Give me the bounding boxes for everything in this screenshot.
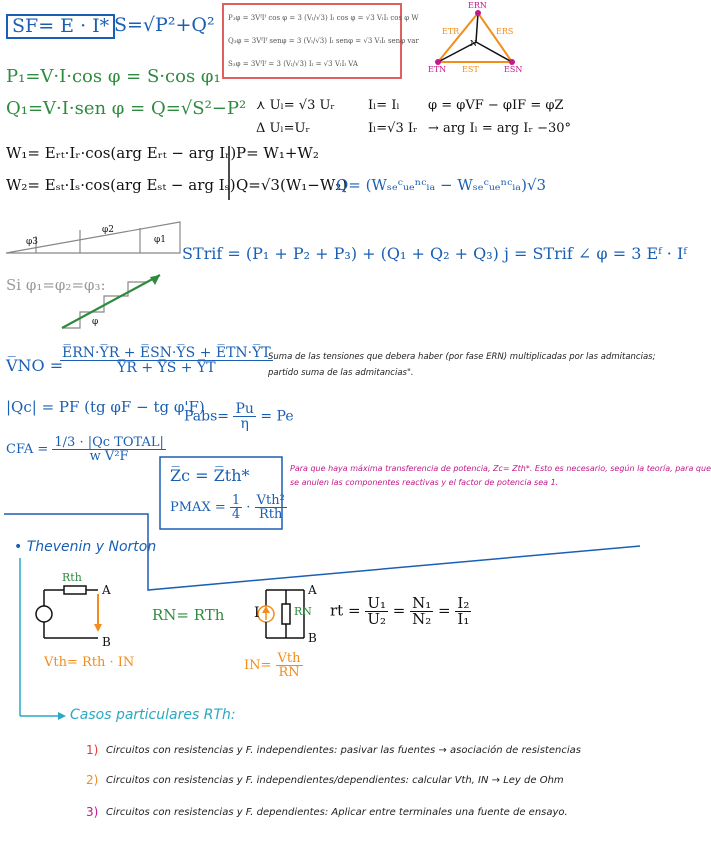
equal-angles-condition: Si φ₁=φ₂=φ₃: bbox=[6, 276, 106, 294]
phase-angle-relation: φ = φVF − φIF = φZ bbox=[428, 98, 564, 113]
thevenin-norton-title: • Thevenin y Norton bbox=[14, 539, 157, 555]
capacitor-reactive-formula: |Qc| = PF (tg φF − tg φ'F) bbox=[6, 398, 205, 416]
tri-label-etr-top: ERN bbox=[468, 1, 487, 10]
reactive-power-formula: Q₁=V·I·sen φ = Q=√S²−P² bbox=[6, 98, 247, 119]
wedge-phi1: φ1 bbox=[154, 235, 167, 245]
norton-current-den: RN bbox=[278, 665, 300, 680]
max-power-den1: 4 bbox=[231, 507, 241, 522]
neutral-shift-formula bbox=[60, 346, 273, 375]
complex-power-formula: S̅F= E̅ · I̅* bbox=[6, 14, 115, 39]
tri-label-ers: ERS bbox=[496, 27, 514, 36]
tri-label-esn: ESN bbox=[504, 65, 523, 74]
max-power-formula: PMAX = $\frac{1}{4}$ · $\frac{\text{Vth²}}{\text{Rth}}$ bbox=[170, 493, 285, 522]
matched-impedance: Z̅c = Z̅th* bbox=[170, 466, 250, 485]
ratio-turns-num: N₁ bbox=[412, 594, 432, 612]
norton-current-lhs: IN= bbox=[244, 658, 272, 673]
capacitor-formula bbox=[6, 436, 166, 463]
capacitor-lhs: CFA = bbox=[6, 442, 49, 457]
ratio-current-num: I₂ bbox=[457, 594, 470, 612]
case-3-number: 3) bbox=[86, 805, 99, 819]
ratio-current-den: I₁ bbox=[457, 610, 470, 628]
star-voltage-relation: ⋏ Uₗ= √3 Uᵣ bbox=[256, 98, 335, 113]
norton-node-a: A bbox=[308, 583, 317, 597]
ref-line-reactive: Q₃φ = 3VᶠIᶠ senφ = 3 (Vₗ/√3) Iₗ senφ = √3 VₗIₗ senφ var bbox=[228, 37, 419, 45]
ratio-voltage-den: U₂ bbox=[367, 610, 386, 628]
absorbed-power-lhs: Pabs= bbox=[184, 408, 230, 425]
capacitor-num: 1/3 · |Qc TOTAL| bbox=[54, 435, 164, 450]
ratio-voltage-num: U₁ bbox=[367, 594, 386, 612]
tri-label-n: N bbox=[470, 39, 477, 48]
tri-label-est: EST bbox=[462, 65, 479, 74]
thevenin-rth-label: Rth bbox=[62, 571, 82, 584]
case-2-number: 2) bbox=[86, 773, 99, 787]
absorbed-power-den: η bbox=[240, 416, 249, 432]
norton-resistance-equality: RN= RTh bbox=[152, 606, 225, 624]
max-power-num1: 1 bbox=[231, 493, 241, 508]
max-power-den2: Rth bbox=[258, 507, 283, 522]
norton-current-formula bbox=[244, 652, 303, 679]
special-cases-title: Casos particulares RTh: bbox=[70, 707, 236, 723]
neutral-shift-note-line2: partido suma de las admitancias". bbox=[268, 368, 414, 378]
casos-arrow bbox=[20, 558, 66, 720]
wattmeter-w1-formula: W₁= Eᵣₜ·Iᵣ·cos(arg Eᵣₜ − arg Iᵣ) bbox=[6, 144, 237, 162]
max-transfer-note-line2: se anulen las componentes reactivas y el factor de potencia sea 1. bbox=[290, 478, 559, 487]
norton-node-b: B bbox=[308, 631, 317, 645]
star-current-relation: Iₗ= Iₗ bbox=[368, 98, 400, 113]
wattmeter-w2-formula: W₂= Eₛₜ·Iₛ·cos(arg Eₛₜ − arg Iₛ) bbox=[6, 176, 236, 194]
transformer-ratio-formula: rt = $\frac{\text{U₁}}{\text{U₂}}$ = $\frac{\text{N₁}}{\text{N₂}}$ = $\frac{\text{I₂}}{\text{I₁}}$ bbox=[330, 594, 470, 628]
wedge-phi2: φ2 bbox=[102, 225, 115, 235]
max-power-lhs: PMAX = bbox=[170, 500, 226, 515]
absorbed-power-tail: = Pe bbox=[260, 408, 294, 425]
case-2-text: Circuitos con resistencias y F. independientes/dependientes: calcular Vth, IN → Ley de Ohm bbox=[106, 775, 564, 786]
absorbed-power-formula bbox=[184, 402, 294, 431]
thevenin-voltage-formula: Vth= Rth · IN bbox=[44, 655, 135, 670]
delta-angle-relation: → arg Iₗ = arg Iᵣ −30° bbox=[428, 121, 572, 136]
sum-angle-label: φ bbox=[92, 317, 99, 327]
active-power-formula: P₁=V·I·cos φ = S·cos φ₁ bbox=[6, 66, 221, 87]
absorbed-power-num: Pu bbox=[235, 401, 254, 417]
thevenin-node-b: B bbox=[102, 635, 111, 649]
tri-label-etr: ETR bbox=[442, 27, 460, 36]
thevenin-node-a: A bbox=[102, 583, 111, 597]
total-power-sum: P= W₁+W₂ bbox=[236, 144, 319, 162]
case-1-text: Circuitos con resistencias y F. independientes: pasivar las fuentes → asociación de resistencias bbox=[106, 745, 581, 756]
norton-source-label: I bbox=[254, 605, 260, 621]
reactive-two-wattmeter: Q=√3(W₁−W₂) bbox=[236, 176, 348, 194]
norton-current-num: Vth bbox=[277, 651, 301, 666]
neutral-shift-lhs: V̅NO = bbox=[6, 356, 64, 375]
phasor-triangle bbox=[435, 10, 515, 65]
case-1-number: 1) bbox=[86, 743, 99, 757]
neutral-shift-denominator: Y̅R + Y̅S + Y̅T bbox=[117, 360, 216, 376]
thevenin-circuit bbox=[36, 586, 102, 638]
max-transfer-note-line1: Para que haya máxima transferencia de potencia, Zc= Zth*. Esto es necesario, según la teoría, para que bbox=[290, 464, 711, 473]
neutral-shift-numerator: E̅RN·Y̅R + E̅SN·Y̅S + E̅TN·Y̅T bbox=[62, 345, 271, 361]
max-power-num2: Vth² bbox=[256, 493, 285, 508]
three-phase-complex-power: STrif = (P₁ + P₂ + P₃) + (Q₁ + Q₂ + Q₃) j = STrif ∠ φ = 3 Eᶠ · Iᶠ bbox=[182, 244, 687, 263]
norton-rn-label: RN bbox=[294, 605, 312, 618]
ref-line-apparent: S₃φ = 3VᶠIᶠ = 3 (Vₗ/√3) Iₗ = √3 VₗIₗ VA bbox=[228, 60, 358, 68]
delta-voltage-relation: Δ Uₗ=Uᵣ bbox=[256, 121, 310, 136]
capacitor-den: w V²F bbox=[89, 449, 129, 464]
tri-label-etn: ETN bbox=[428, 65, 447, 74]
neutral-shift-note-line1: Suma de las tensiones que debera haber (por fase ERN) multiplicadas por las admitancias; bbox=[268, 352, 656, 362]
ref-line-active: P₃φ = 3VᶠIᶠ cos φ = 3 (Vₗ/√3) Iₗ cos φ = √3 VₗIₗ cos φ W bbox=[228, 14, 419, 22]
reactive-sequence-formula: Q= (Wₛₑᶜᵤₑⁿᶜᵢₐ − Wₛₑᶜᵤₑⁿᶜᵢₐ)√3 bbox=[336, 176, 547, 194]
wedge-phi3: φ3 bbox=[26, 237, 39, 247]
transformer-ratio-lhs: rt = bbox=[330, 601, 361, 620]
ratio-turns-den: N₂ bbox=[412, 610, 432, 628]
delta-current-relation: Iₗ=√3 Iᵣ bbox=[368, 121, 418, 136]
apparent-power-magnitude: S=√P²+Q² bbox=[114, 14, 215, 36]
case-3-text: Circuitos con resistencias y F. dependientes: Aplicar entre terminales una fuente de ensayo. bbox=[106, 807, 568, 818]
